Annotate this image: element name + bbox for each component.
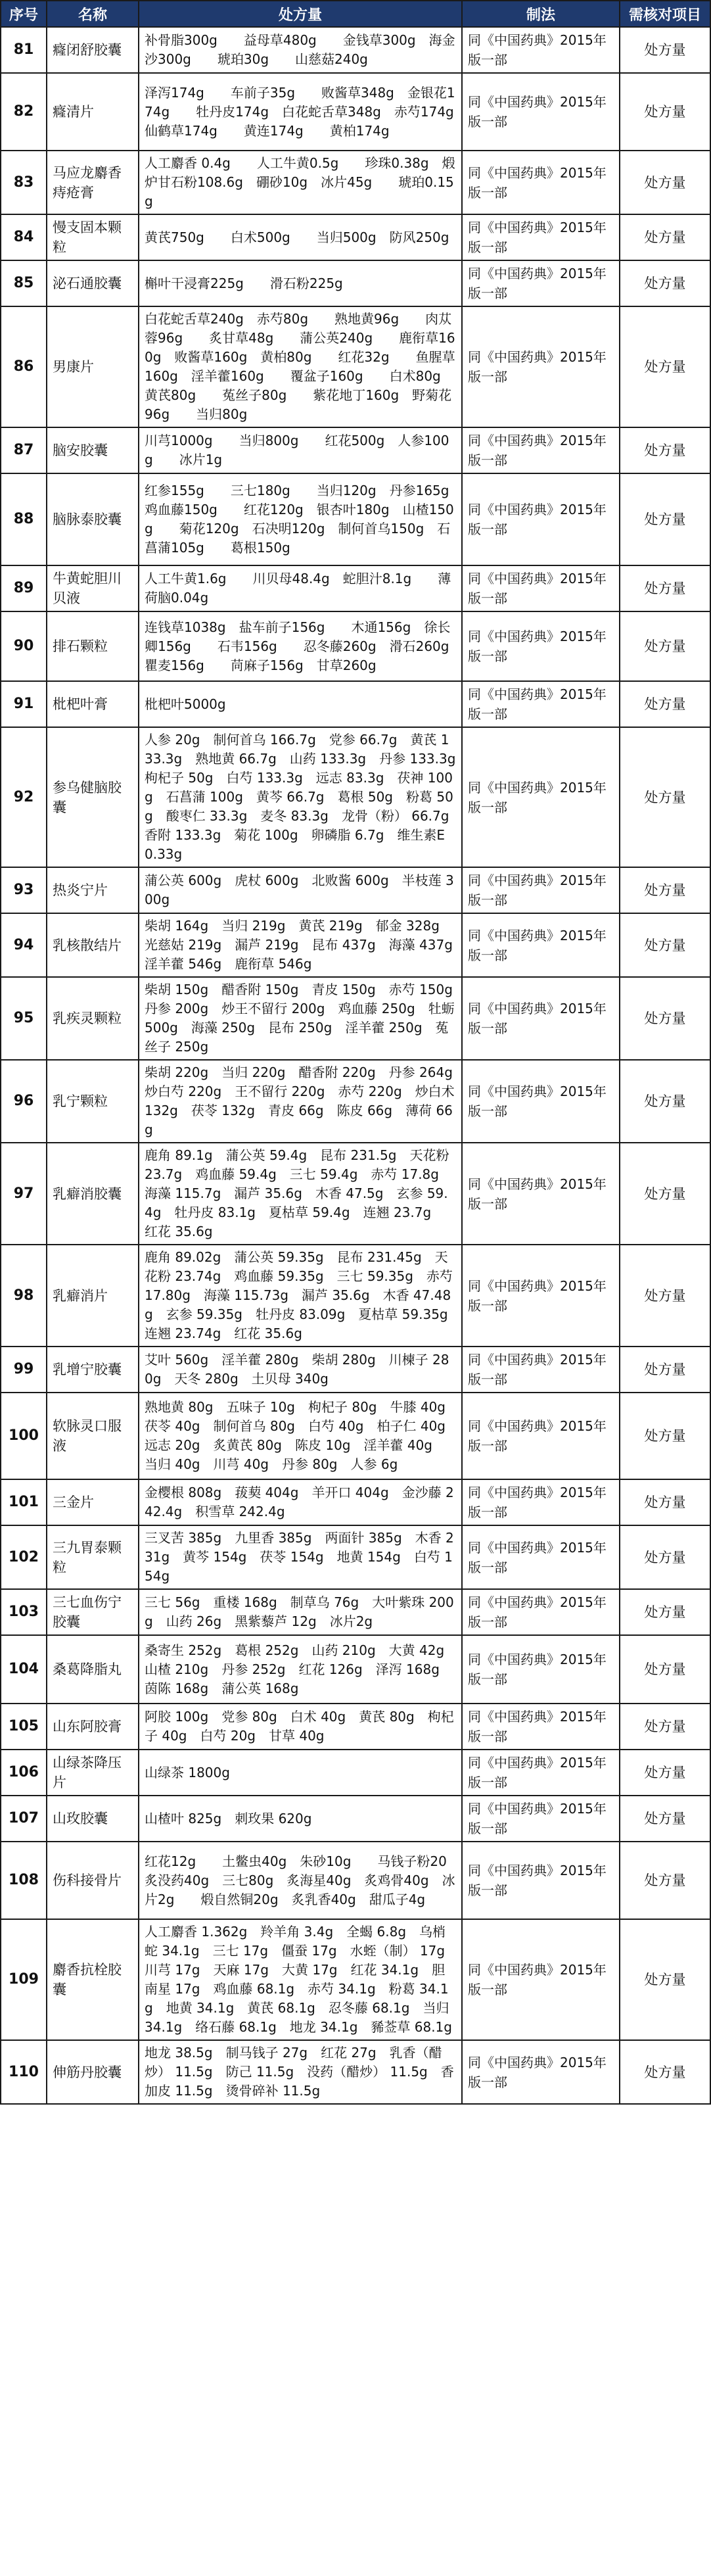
prescription-formula: 人工麝香 0.4g 人工牛黄0.5g 珍珠0.38g 煅炉甘石粉108.6g 硼砂10g 冰片45g 琥珀0.15g: [139, 151, 462, 214]
prescription-formula: 山绿茶 1800g: [139, 1750, 462, 1796]
drug-name: 三九胃泰颗粒: [47, 1525, 139, 1589]
prescription-formula: 枇杷叶5000g: [139, 681, 462, 727]
row-number: 97: [1, 1143, 47, 1245]
table-row: [1, 306, 710, 427]
table-row: [1, 1796, 710, 1842]
table-row: [1, 1919, 710, 2040]
review-item: 处方量: [620, 727, 710, 867]
prescription-formula: 红花12g 土鳖虫40g 朱砂10g 马钱子粉20 炙没药40g 三七80g 炙海星40g 炙鸡骨40g 冰片2g 煅自然铜20g 炙乳香40g 甜瓜子4g: [139, 1842, 462, 1919]
prescription-formula: 红参155g 三七180g 当归120g 丹参165g 鸡血藤150g 红花120g 银杏叶180g 山楂150g 菊花120g 石决明120g 制何首乌150g 石菖蒲105g 葛根150g: [139, 473, 462, 565]
table-row: [1, 1245, 710, 1347]
prescription-formula: 柴胡 164g 当归 219g 黄芪 219g 郁金 328g 光慈姑 219g 漏芦 219g 昆布 437g 海藻 437g 淫羊藿 546g 鹿衔草 546g: [139, 913, 462, 977]
header-no: 序号: [1, 1, 47, 27]
prescription-formula: 人工麝香 1.362g 羚羊角 3.4g 全蝎 6.8g 乌梢蛇 34.1g 三七 17g 僵蚕 17g 水蛭（制） 17g 川芎 17g 天麻 17g 大黄 17g 红花 34.1g 胆南星 17g 鸡血藤 68.1g 赤芍 34.1g 粉葛 34.1g 地黄 34.1g 黄芪 68.1g 忍冬藤 68.1g 当归 34.1g 络石藤 68.1g 地龙 34.1g 豨莶草 68.1g: [139, 1919, 462, 2040]
table-row: [1, 977, 710, 1060]
drug-name: 山东阿胶膏: [47, 1704, 139, 1750]
table-body: [1, 27, 710, 2104]
row-number: 106: [1, 1750, 47, 1796]
table-row: [1, 1750, 710, 1796]
prescription-formula: 阿胶 100g 党参 80g 白术 40g 黄芪 80g 枸杞子 40g 白芍 20g 甘草 40g: [139, 1704, 462, 1750]
drug-name: 参乌健脑胶囊: [47, 727, 139, 867]
review-item: 处方量: [620, 1525, 710, 1589]
drug-name: 软脉灵口服液: [47, 1393, 139, 1479]
drug-name: 乳核散结片: [47, 913, 139, 977]
prescription-formula: 地龙 38.5g 制马钱子 27g 红花 27g 乳香（醋炒） 11.5g 防己 11.5g 没药（醋炒） 11.5g 香加皮 11.5g 烫骨碎补 11.5g: [139, 2040, 462, 2104]
table-row: [1, 565, 710, 611]
row-number: 110: [1, 2040, 47, 2104]
drug-name: 热炎宁片: [47, 867, 139, 913]
drug-name: 麝香抗栓胶囊: [47, 1919, 139, 2040]
table-row: [1, 2040, 710, 2104]
row-number: 81: [1, 27, 47, 73]
table-row: [1, 611, 710, 681]
row-number: 104: [1, 1635, 47, 1704]
review-item: 处方量: [620, 260, 710, 306]
drug-name: 乳增宁胶囊: [47, 1347, 139, 1393]
preparation-method: 同《中国药典》2015年版一部: [462, 1589, 620, 1635]
table-row: [1, 913, 710, 977]
preparation-method: 同《中国药典》2015年版一部: [462, 611, 620, 681]
review-item: 处方量: [620, 2040, 710, 2104]
table-row: [1, 1589, 710, 1635]
review-item: 处方量: [620, 151, 710, 214]
review-item: 处方量: [620, 306, 710, 427]
drug-name: 泌石通胶囊: [47, 260, 139, 306]
preparation-method: 同《中国药典》2015年版一部: [462, 151, 620, 214]
header-formula: 处方量: [139, 1, 462, 27]
preparation-method: 同《中国药典》2015年版一部: [462, 1750, 620, 1796]
table-row: [1, 1842, 710, 1919]
drug-name: 三七血伤宁胶囊: [47, 1589, 139, 1635]
prescription-formula: 桑寄生 252g 葛根 252g 山药 210g 大黄 42g 山楂 210g 丹参 252g 红花 126g 泽泻 168g 茵陈 168g 蒲公英 168g: [139, 1635, 462, 1704]
drug-name: 伤科接骨片: [47, 1842, 139, 1919]
preparation-method: 同《中国药典》2015年版一部: [462, 977, 620, 1060]
prescription-formula: 补骨脂300g 益母草480g 金钱草300g 海金沙300g 琥珀30g 山慈菇240g: [139, 27, 462, 73]
table-row: [1, 151, 710, 214]
review-item: 处方量: [620, 1919, 710, 2040]
preparation-method: 同《中国药典》2015年版一部: [462, 1842, 620, 1919]
drug-name: 慢支固本颗粒: [47, 214, 139, 260]
prescription-formula: 熟地黄 80g 五味子 10g 枸杞子 80g 牛膝 40g 茯苓 40g 制何首乌 80g 白芍 40g 柏子仁 40g 远志 20g 炙黄芪 80g 陈皮 10g 淫羊藿 40g 当归 40g 川芎 40g 丹参 80g 人参 6g: [139, 1393, 462, 1479]
row-number: 91: [1, 681, 47, 727]
prescription-formula: 黄芪750g 白术500g 当归500g 防风250g: [139, 214, 462, 260]
table-row: [1, 867, 710, 913]
drug-name: 三金片: [47, 1479, 139, 1525]
review-item: 处方量: [620, 27, 710, 73]
preparation-method: 同《中国药典》2015年版一部: [462, 1245, 620, 1347]
prescription-formula: 鹿角 89.02g 蒲公英 59.35g 昆布 231.45g 天花粉 23.74g 鸡血藤 59.35g 三七 59.35g 赤芍 17.80g 海藻 115.73g 漏芦 35.6g 木香 47.48g 玄参 59.35g 牡丹皮 83.09g 夏枯草 59.35g 连翘 23.74g 红花 35.6g: [139, 1245, 462, 1347]
prescription-formula: 山楂叶 825g 刺玫果 620g: [139, 1796, 462, 1842]
table-row: [1, 1479, 710, 1525]
table-row: [1, 73, 710, 151]
row-number: 98: [1, 1245, 47, 1347]
row-number: 83: [1, 151, 47, 214]
review-item: 处方量: [620, 611, 710, 681]
drug-name: 牛黄蛇胆川贝液: [47, 565, 139, 611]
review-item: 处方量: [620, 977, 710, 1060]
table-row: [1, 1143, 710, 1245]
review-item: 处方量: [620, 1796, 710, 1842]
prescription-formula: 泽泻174g 车前子35g 败酱草348g 金银花174g 牡丹皮174g 白花蛇舌草348g 赤芍174g 仙鹤草174g 黄连174g 黄柏174g: [139, 73, 462, 151]
drug-name: 男康片: [47, 306, 139, 427]
drug-name: 乳疾灵颗粒: [47, 977, 139, 1060]
row-number: 99: [1, 1347, 47, 1393]
table-row: [1, 681, 710, 727]
preparation-method: 同《中国药典》2015年版一部: [462, 681, 620, 727]
drug-name: 脑脉泰胶囊: [47, 473, 139, 565]
preparation-method: 同《中国药典》2015年版一部: [462, 1393, 620, 1479]
preparation-method: 同《中国药典》2015年版一部: [462, 727, 620, 867]
preparation-method: 同《中国药典》2015年版一部: [462, 473, 620, 565]
header-review: 需核对项目: [620, 1, 710, 27]
prescription-formula: 三叉苦 385g 九里香 385g 两面针 385g 木香 231g 黄芩 154g 茯苓 154g 地黄 154g 白芍 154g: [139, 1525, 462, 1589]
drug-name: 桑葛降脂丸: [47, 1635, 139, 1704]
prescription-formula: 连钱草1038g 盐车前子156g 木通156g 徐长卿156g 石韦156g 忍冬藤260g 滑石260g 瞿麦156g 苘麻子156g 甘草260g: [139, 611, 462, 681]
prescription-formula: 艾叶 560g 淫羊藿 280g 柴胡 280g 川楝子 280g 天冬 280g 土贝母 340g: [139, 1347, 462, 1393]
prescription-formula: 白花蛇舌草240g 赤芍80g 熟地黄96g 肉苁蓉96g 炙甘草48g 蒲公英240g 鹿衔草160g 败酱草160g 黄柏80g 红花32g 鱼腥草160g 淫羊藿160g 覆盆子160g 白术80g 黄芪80g 菟丝子80g 紫花地丁160g 野菊花96g 当归80g: [139, 306, 462, 427]
review-item: 处方量: [620, 1060, 710, 1143]
table-row: [1, 1635, 710, 1704]
prescription-formula: 柴胡 220g 当归 220g 醋香附 220g 丹参 264g 炒白芍 220g 王不留行 220g 赤芍 220g 炒白术 132g 茯苓 132g 青皮 66g 陈皮 66g 薄荷 66g: [139, 1060, 462, 1143]
review-item: 处方量: [620, 214, 710, 260]
table-row: [1, 27, 710, 73]
row-number: 84: [1, 214, 47, 260]
prescription-formula: 人参 20g 制何首乌 166.7g 党参 66.7g 黄芪 133.3g 熟地黄 66.7g 山药 133.3g 丹参 133.3g 枸杞子 50g 白芍 133.3g 远志 83.3g 茯神 100g 石菖蒲 100g 黄芩 66.7g 葛根 50g 粉葛 50g 酸枣仁 33.3g 麦冬 83.3g 龙骨（粉） 66.7g 香附 133.3g 菊花 100g 卵磷脂 6.7g 维生素E 0.33g: [139, 727, 462, 867]
preparation-method: 同《中国药典》2015年版一部: [462, 214, 620, 260]
review-item: 处方量: [620, 1635, 710, 1704]
table-row: [1, 427, 710, 473]
review-item: 处方量: [620, 73, 710, 151]
review-item: 处方量: [620, 913, 710, 977]
row-number: 92: [1, 727, 47, 867]
header-name: 名称: [47, 1, 139, 27]
table-row: [1, 1704, 710, 1750]
review-item: 处方量: [620, 1143, 710, 1245]
row-number: 88: [1, 473, 47, 565]
preparation-method: 同《中国药典》2015年版一部: [462, 427, 620, 473]
review-item: 处方量: [620, 427, 710, 473]
row-number: 101: [1, 1479, 47, 1525]
row-number: 107: [1, 1796, 47, 1842]
table-row: [1, 727, 710, 867]
preparation-method: 同《中国药典》2015年版一部: [462, 306, 620, 427]
preparation-method: 同《中国药典》2015年版一部: [462, 1143, 620, 1245]
preparation-method: 同《中国药典》2015年版一部: [462, 1704, 620, 1750]
row-number: 85: [1, 260, 47, 306]
drug-name: 山绿茶降压片: [47, 1750, 139, 1796]
drug-name: 乳癖消胶囊: [47, 1143, 139, 1245]
preparation-method: 同《中国药典》2015年版一部: [462, 1060, 620, 1143]
row-number: 89: [1, 565, 47, 611]
review-item: 处方量: [620, 1479, 710, 1525]
row-number: 94: [1, 913, 47, 977]
review-item: 处方量: [620, 1842, 710, 1919]
drug-name: 排石颗粒: [47, 611, 139, 681]
table-row: [1, 1347, 710, 1393]
review-item: 处方量: [620, 565, 710, 611]
row-number: 100: [1, 1393, 47, 1479]
review-item: 处方量: [620, 1704, 710, 1750]
drug-name: 癃闭舒胶囊: [47, 27, 139, 73]
table-row: [1, 214, 710, 260]
row-number: 82: [1, 73, 47, 151]
row-number: 90: [1, 611, 47, 681]
preparation-method: 同《中国药典》2015年版一部: [462, 260, 620, 306]
drug-name: 乳宁颗粒: [47, 1060, 139, 1143]
review-item: 处方量: [620, 1245, 710, 1347]
table-row: [1, 260, 710, 306]
review-item: 处方量: [620, 473, 710, 565]
preparation-method: 同《中国药典》2015年版一部: [462, 1479, 620, 1525]
prescription-formula: 柴胡 150g 醋香附 150g 青皮 150g 赤芍 150g 丹参 200g 炒王不留行 200g 鸡血藤 250g 牡蛎 500g 海藻 250g 昆布 250g 淫羊藿 250g 菟丝子 250g: [139, 977, 462, 1060]
drug-name: 伸筋丹胶囊: [47, 2040, 139, 2104]
review-item: 处方量: [620, 867, 710, 913]
preparation-method: 同《中国药典》2015年版一部: [462, 565, 620, 611]
preparation-method: 同《中国药典》2015年版一部: [462, 1347, 620, 1393]
prescription-formula: 人工牛黄1.6g 川贝母48.4g 蛇胆汁8.1g 薄荷脑0.04g: [139, 565, 462, 611]
review-item: 处方量: [620, 1589, 710, 1635]
drug-name: 癃清片: [47, 73, 139, 151]
table-row: [1, 1393, 710, 1479]
preparation-method: 同《中国药典》2015年版一部: [462, 913, 620, 977]
prescription-formula: 金樱根 808g 菝葜 404g 羊开口 404g 金沙藤 242.4g 积雪草 242.4g: [139, 1479, 462, 1525]
prescription-formula: 三七 56g 重楼 168g 制草乌 76g 大叶紫珠 200g 山药 26g 黑紫藜芦 12g 冰片2g: [139, 1589, 462, 1635]
preparation-method: 同《中国药典》2015年版一部: [462, 27, 620, 73]
row-number: 108: [1, 1842, 47, 1919]
table-row: [1, 1525, 710, 1589]
prescription-formula: 槲叶干浸膏225g 滑石粉225g: [139, 260, 462, 306]
drug-name: 乳癖消片: [47, 1245, 139, 1347]
prescription-formula: 蒲公英 600g 虎杖 600g 北败酱 600g 半枝莲 300g: [139, 867, 462, 913]
row-number: 96: [1, 1060, 47, 1143]
row-number: 86: [1, 306, 47, 427]
row-number: 87: [1, 427, 47, 473]
preparation-method: 同《中国药典》2015年版一部: [462, 2040, 620, 2104]
row-number: 95: [1, 977, 47, 1060]
drug-name: 脑安胶囊: [47, 427, 139, 473]
review-item: 处方量: [620, 681, 710, 727]
row-number: 93: [1, 867, 47, 913]
table-row: [1, 1060, 710, 1143]
prescription-formula: 鹿角 89.1g 蒲公英 59.4g 昆布 231.5g 天花粉 23.7g 鸡血藤 59.4g 三七 59.4g 赤芍 17.8g 海藻 115.7g 漏芦 35.6g 木香 47.5g 玄参 59.4g 牡丹皮 83.1g 夏枯草 59.4g 连翘 23.7g 红花 35.6g: [139, 1143, 462, 1245]
review-item: 处方量: [620, 1750, 710, 1796]
row-number: 102: [1, 1525, 47, 1589]
row-number: 109: [1, 1919, 47, 2040]
preparation-method: 同《中国药典》2015年版一部: [462, 73, 620, 151]
review-item: 处方量: [620, 1393, 710, 1479]
preparation-method: 同《中国药典》2015年版一部: [462, 1525, 620, 1589]
drug-name: 山玫胶囊: [47, 1796, 139, 1842]
table-row: [1, 473, 710, 565]
drug-name: 马应龙麝香痔疮膏: [47, 151, 139, 214]
drug-name: 枇杷叶膏: [47, 681, 139, 727]
preparation-method: 同《中国药典》2015年版一部: [462, 1635, 620, 1704]
preparation-method: 同《中国药典》2015年版一部: [462, 1919, 620, 2040]
preparation-method: 同《中国药典》2015年版一部: [462, 867, 620, 913]
prescription-formula: 川芎1000g 当归800g 红花500g 人参100g 冰片1g: [139, 427, 462, 473]
table-header-row: [1, 1, 710, 27]
preparation-method: 同《中国药典》2015年版一部: [462, 1796, 620, 1842]
row-number: 105: [1, 1704, 47, 1750]
header-method: 制法: [462, 1, 620, 27]
review-item: 处方量: [620, 1347, 710, 1393]
row-number: 103: [1, 1589, 47, 1635]
